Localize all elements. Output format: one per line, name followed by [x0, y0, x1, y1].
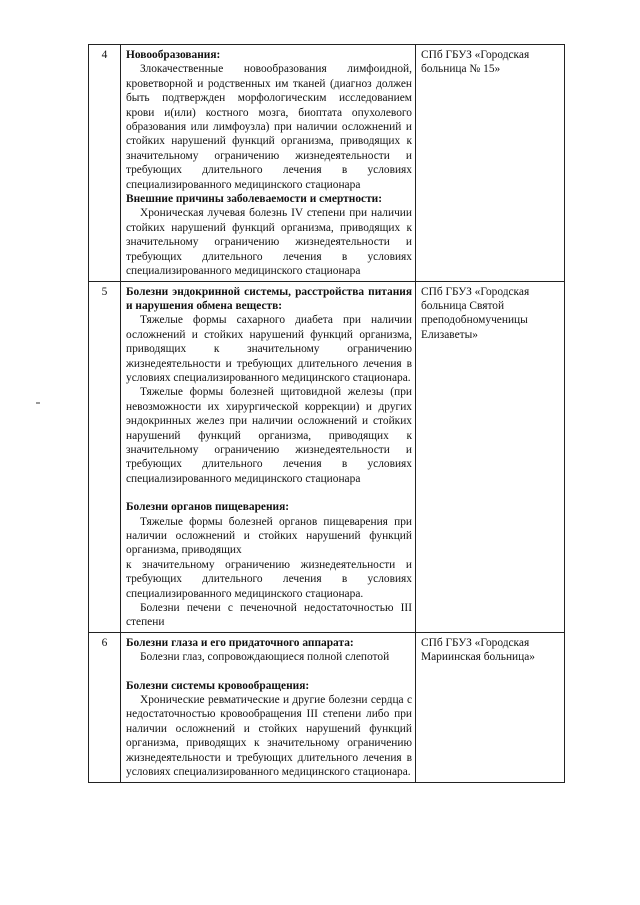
paragraph: Тяжелые формы сахарного диабета при наличии осложнений и стойких нарушений функций организма, приводящих к значительному ограничению жизнедеятельности и требующих длительного лечения в условиях специализированного медицинского стационара. [126, 314, 412, 384]
paragraph: Злокачественные новообразования лимфоидной, кроветворной и родственных им тканей (диагноз должен быть подтвержден морфологическим исследованием крови и(или) костного мозга, биоптата опухолевого образования или лимфоузла) при наличии осложнений и стойких нарушений функций организма, приводящих к значительному ограничению жизнедеятельности и требующих длительного лечения в условиях специализированного медицинского стационара [126, 63, 412, 191]
section-heading: Болезни эндокринной системы, расстройства питания и нарушения обмена веществ: [126, 285, 412, 312]
row-number: 5 [89, 281, 121, 632]
diseases-cell [121, 281, 416, 632]
table-row [89, 281, 565, 632]
section-heading: Болезни системы кровообращения: [126, 679, 310, 692]
institution-cell: СПб ГБУЗ «Городская больница № 15» [416, 45, 565, 282]
margin-mark [36, 402, 40, 404]
paragraph: Болезни печени с печеночной недостаточностью III степени [126, 602, 412, 629]
diseases-cell [121, 632, 416, 782]
row-number: 6 [89, 632, 121, 782]
section-heading: Болезни органов пищеварения: [126, 501, 290, 514]
institution-cell: СПб ГБУЗ «Городская Мариинская больница» [416, 632, 565, 782]
paragraph: Хронические ревматические и другие болезни сердца с недостаточностью кровообращения III степени либо при наличии осложнений и стойких нарушений функций организма, приводящих к значительному ограничению жизнедеятельности и требующих длительного лечения в условиях специализированного медицинского стационара. [126, 694, 412, 779]
section-heading: Болезни глаза и его придаточного аппарата: [126, 636, 354, 649]
paragraph: Болезни глаз, сопровождающиеся полной слепотой [140, 651, 390, 664]
section-heading: Новообразования: [126, 49, 221, 61]
diseases-cell [121, 45, 416, 282]
spacer [126, 486, 412, 500]
paragraph: Хроническая лучевая болезнь IV степени при наличии стойких нарушений функций организма, приводящих к значительному ограничению жизнедеятельности и требующих длительного лечения в условиях специализированного медицинского стационара [126, 207, 412, 278]
table-row [89, 45, 565, 282]
document-page [88, 44, 544, 783]
paragraph: к значительному ограничению жизнедеятельности и требующих длительного лечения в условиях специализированного медицинского стационара. [126, 558, 412, 600]
section-heading: Внешние причины заболеваемости и смертности: [126, 193, 383, 206]
institution-cell: СПб ГБУЗ «Городская больница Святой преподобномученицы Елизаветы» [416, 281, 565, 632]
paragraph: Тяжелые формы болезней щитовидной железы (при невозможности их хирургической коррекции) и других эндокринных желез при наличии осложнений и стойких нарушений функций организма, приводящих к значительному ограничению жизнедеятельности и требующих длительного лечения в условиях специализированного медицинского стационара [126, 386, 412, 485]
spacer [126, 665, 412, 679]
row-number: 4 [89, 45, 121, 282]
hospital-table [88, 44, 565, 783]
paragraph: Тяжелые формы болезней органов пищеварения при наличии осложнений и стойких нарушений функций организма, приводящих [126, 515, 412, 557]
table-row [89, 632, 565, 782]
